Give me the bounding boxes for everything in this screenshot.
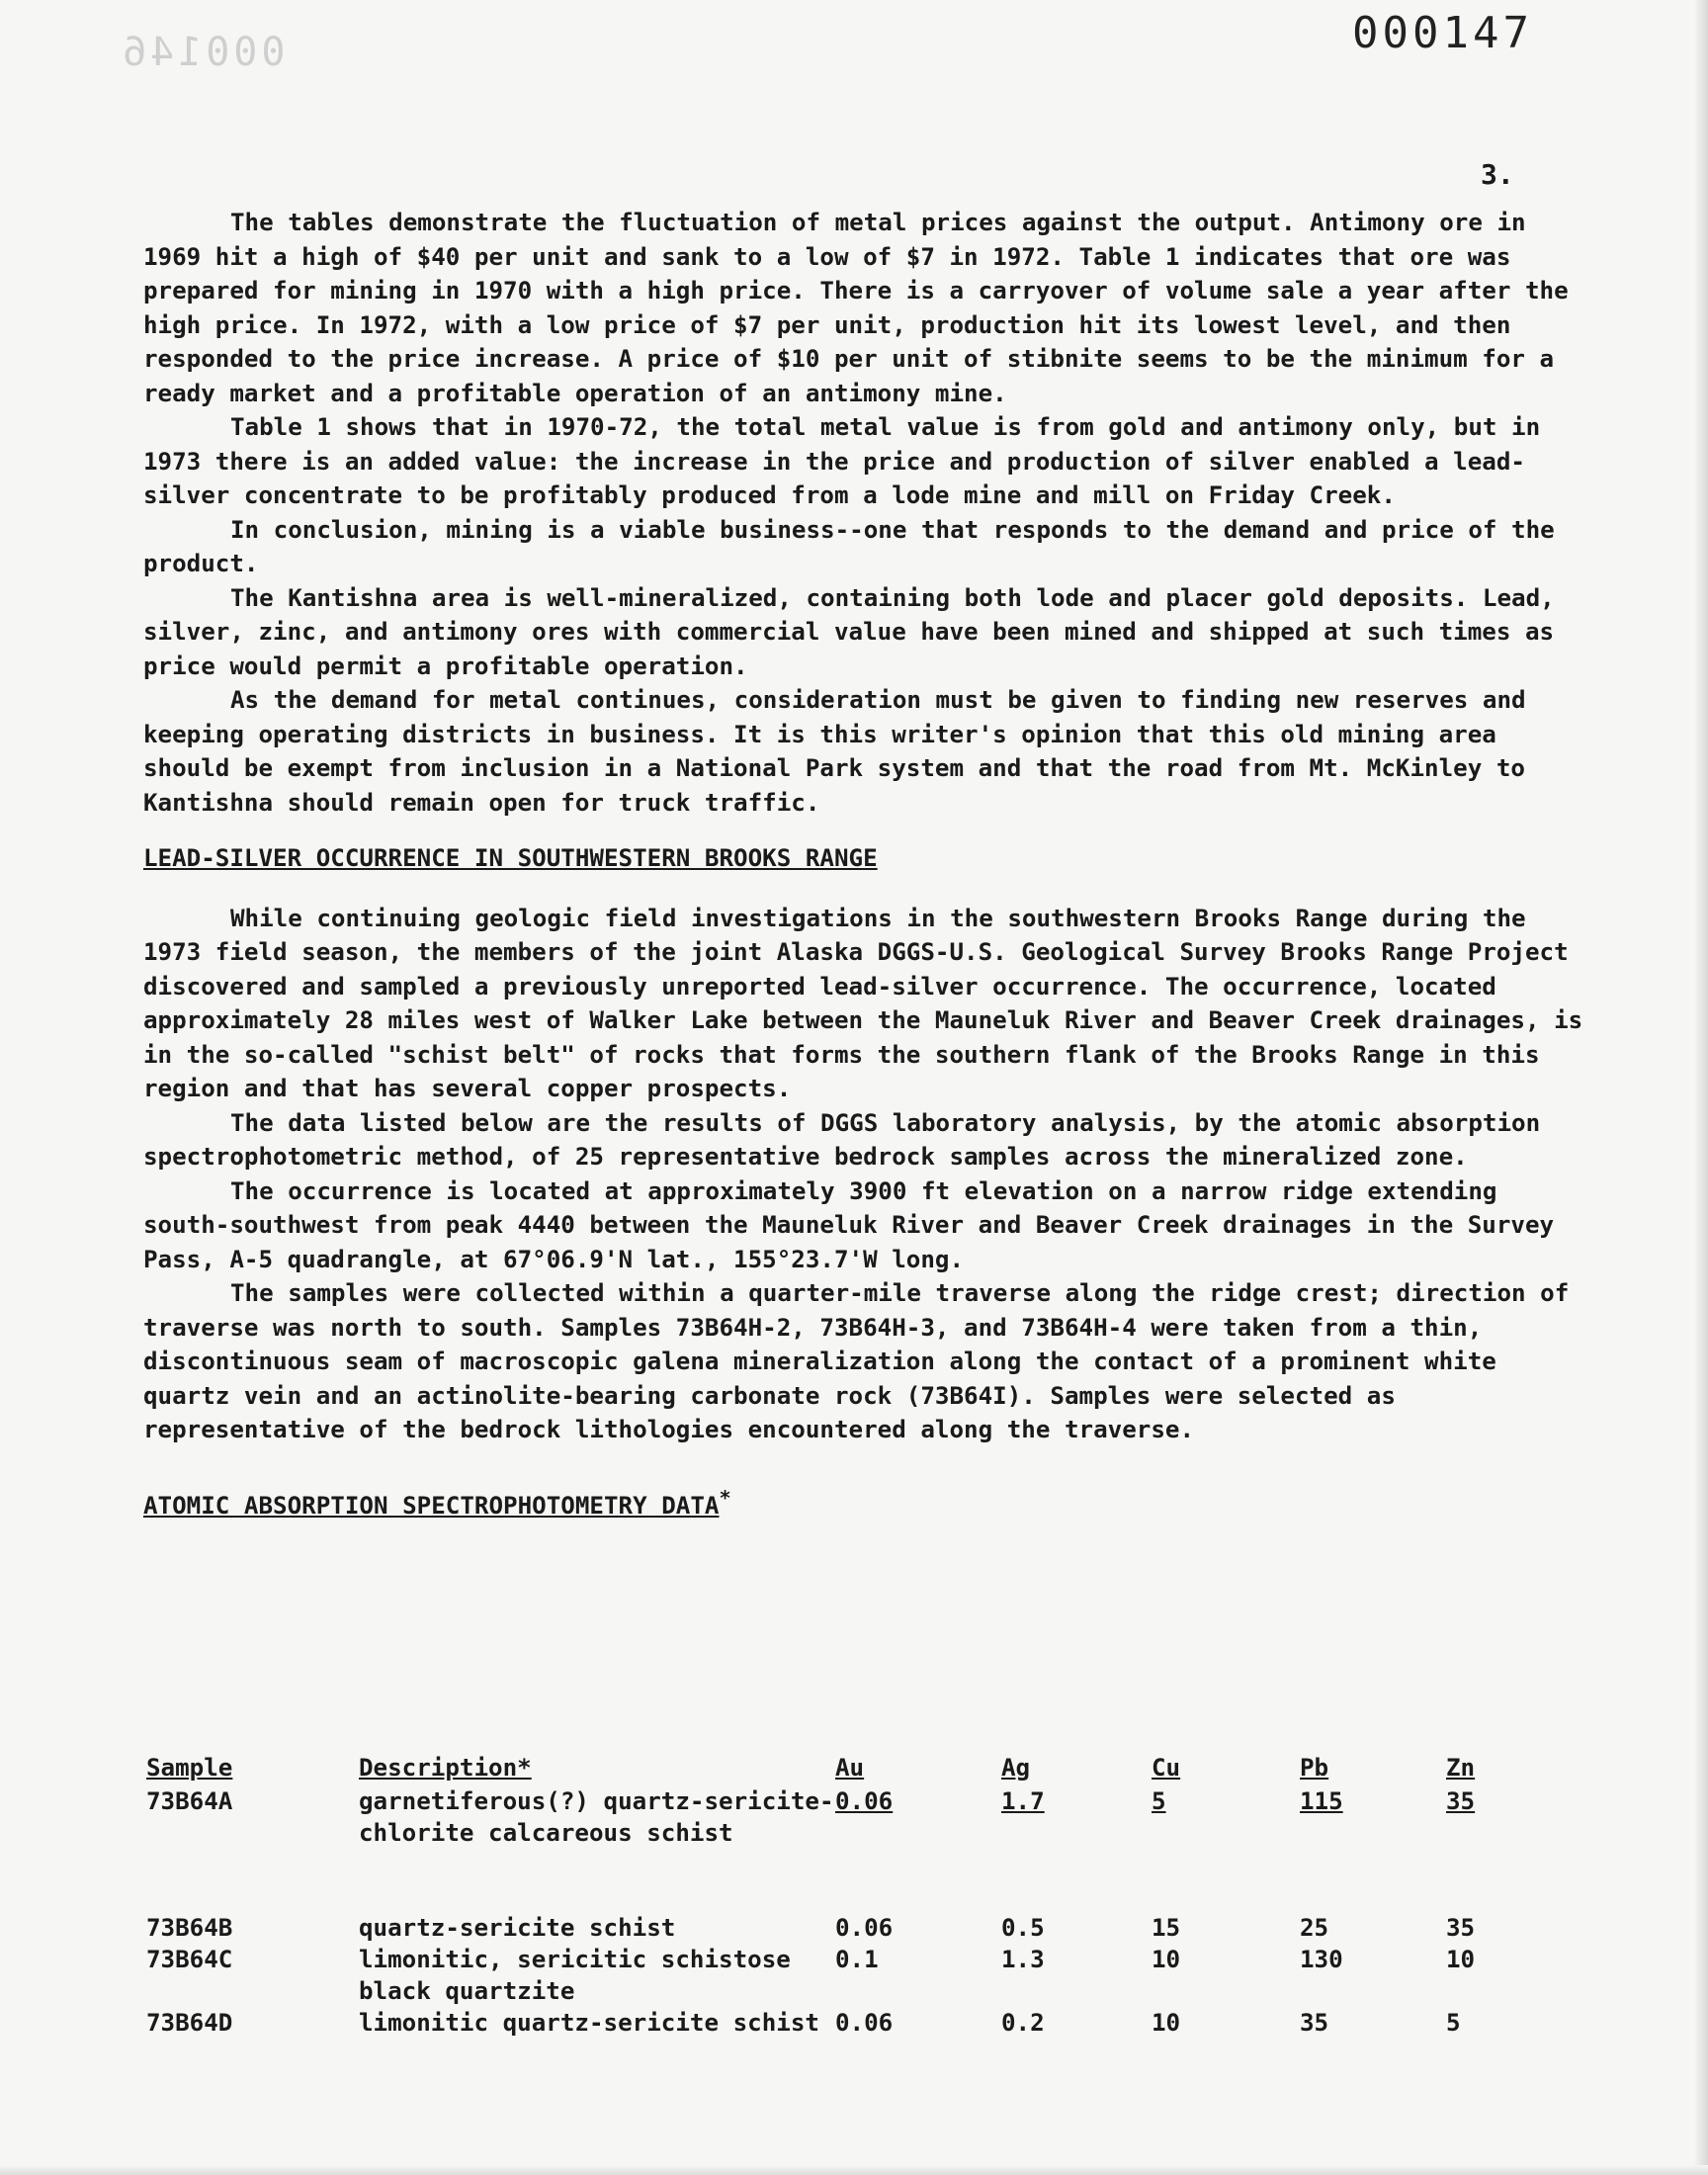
data-table	[143, 1752, 1586, 2070]
cell-description: limonitic quartz-sericite schist	[359, 2009, 819, 2037]
cell-zn: 35	[1446, 1787, 1476, 1815]
cell-cu: 5	[1152, 1787, 1166, 1815]
paragraph: The Kantishna area is well-mineralized, containing both lode and placer gold deposits. Lead, silver, zinc, and antimony ores with commercial value have been mined and shipped at such times as price would permit a profitable operation.	[143, 583, 1555, 680]
paragraph: The tables demonstrate the fluctuation of metal prices against the output. Antimony ore in 1969 hit a high of $40 per unit and sank to a low of $7 in 1972. Table 1 indicates that ore was prepared for mining in 1970 with a high price. There is a carryover of volume sale a year after the high price. In 1972, with a low price of $7 per unit, production hit its lowest level, and then responded to the price increase. A price of $10 per unit of stibnite seems to be the minimum for a ready market and a profitable operation of an antimony mine.	[143, 209, 1569, 407]
cell-sample: 73B64B	[146, 1914, 233, 1942]
table-heading	[143, 1481, 1586, 1523]
cell-ag: 1.7	[1001, 1787, 1045, 1815]
table-header-row	[143, 1752, 1586, 1785]
cell-zn: 35	[1446, 1914, 1476, 1942]
table-row	[143, 1785, 1586, 1912]
cell-sample: 73B64C	[146, 1946, 233, 1973]
paragraph: While continuing geologic field investigations in the southwestern Brooks Range during the 1973 field season, the members of the joint Alaska DGGS-U.S. Geological Survey Brooks Range Project discovered and sampled a previously unreported lead-silver occurrence. The occurrence, located approximately 28 miles west of Walker Lake between the Mauneluk River and Beaver Creek drainages, is in the so-called "schist belt" of rocks that forms the southern flank of the Brooks Range in this region and that has several copper prospects.	[143, 904, 1583, 1102]
cell-pb: 25	[1300, 1914, 1329, 1942]
page-stamp: 000147	[1352, 8, 1533, 58]
table-heading-asterisk: *	[719, 1485, 731, 1510]
page-edge-shadow	[1694, 0, 1708, 2175]
cell-pb: 35	[1300, 2009, 1329, 2037]
cell-ag: 0.5	[1001, 1914, 1045, 1942]
page-bottom-shadow	[0, 2165, 1708, 2175]
section-heading: LEAD-SILVER OCCURRENCE IN SOUTHWESTERN BROOKS RANGE	[143, 844, 878, 872]
cell-description: limonitic, sericitic schistose black quartzite	[359, 1946, 791, 2005]
header-pb: Pb	[1300, 1754, 1329, 1782]
cell-ag: 1.3	[1001, 1946, 1045, 1973]
cell-ag: 0.2	[1001, 2009, 1045, 2037]
cell-au: 0.06	[835, 1787, 894, 1815]
cell-sample: 73B64D	[146, 2009, 233, 2037]
page-number: 3.	[1481, 158, 1514, 191]
cell-pb: 115	[1300, 1787, 1343, 1815]
ghost-page-stamp: 000146	[119, 30, 286, 75]
paragraph: As the demand for metal continues, consideration must be given to finding new reserves and keeping operating districts in business. It is this writer's opinion that this old mining area should be exempt from inclusion in a National Park system and that the road from Mt. McKinley to Kantishna should remain open for truck traffic.	[143, 686, 1526, 817]
paragraph: The occurrence is located at approximately 3900 ft elevation on a narrow ridge extending south-southwest from peak 4440 between the Mauneluk River and Beaver Creek drainages in the Survey Pass, A-5 quadrangle, at 67°06.9'N lat., 155°23.7'W long.	[143, 1176, 1555, 1273]
header-zn: Zn	[1446, 1754, 1476, 1782]
cell-au: 0.1	[835, 1946, 879, 1973]
cell-description: garnetiferous(?) quartz-sericite-chlorite calcareous schist	[359, 1787, 834, 1847]
cell-au: 0.06	[835, 2009, 894, 2037]
cell-cu: 15	[1152, 1914, 1181, 1942]
cell-pb: 130	[1300, 1946, 1343, 1973]
cell-zn: 5	[1446, 2009, 1461, 2037]
paragraph: The samples were collected within a quarter-mile traverse along the ridge crest; direction of traverse was north to south. Samples 73B64H-2, 73B64H-3, and 73B64H-4 were taken from a thin, discontinuous seam of macroscopic galena mineralization along the contact of a prominent white quartz vein and an actinolite-bearing carbonate rock (73B64I). Samples were selected as representative of the bedrock lithologies encountered along the traverse.	[143, 1279, 1570, 1443]
cell-cu: 10	[1152, 1946, 1181, 1973]
header-description: Description*	[359, 1754, 532, 1782]
paragraph: The data listed below are the results of DGGS laboratory analysis, by the atomic absorption spectrophotometric method, of 25 representative bedrock samples across the mineralized zone.	[143, 1108, 1541, 1171]
table-row	[143, 2007, 1586, 2070]
paragraph: Table 1 shows that in 1970-72, the total metal value is from gold and antimony only, but in 1973 there is an added value: the increase in the price and production of silver enabled a lead-silver concentrate to be profitably produced from a lode mine and mill on Friday Creek.	[143, 413, 1541, 509]
cell-sample: 73B64A	[146, 1787, 233, 1815]
header-cu: Cu	[1152, 1754, 1181, 1782]
header-au: Au	[835, 1754, 865, 1782]
cell-description: quartz-sericite schist	[359, 1914, 676, 1942]
table-row	[143, 1912, 1586, 1944]
paragraph: In conclusion, mining is a viable business--one that responds to the demand and price of the product.	[143, 515, 1555, 577]
header-ag: Ag	[1001, 1754, 1031, 1782]
cell-cu: 10	[1152, 2009, 1181, 2037]
table-heading-text: ATOMIC ABSORPTION SPECTROPHOTOMETRY DATA	[143, 1491, 720, 1520]
cell-au: 0.06	[835, 1914, 894, 1942]
header-sample: Sample	[146, 1754, 233, 1782]
table-row	[143, 1944, 1586, 2007]
cell-zn: 10	[1446, 1946, 1476, 1973]
body-text	[143, 206, 1586, 1556]
